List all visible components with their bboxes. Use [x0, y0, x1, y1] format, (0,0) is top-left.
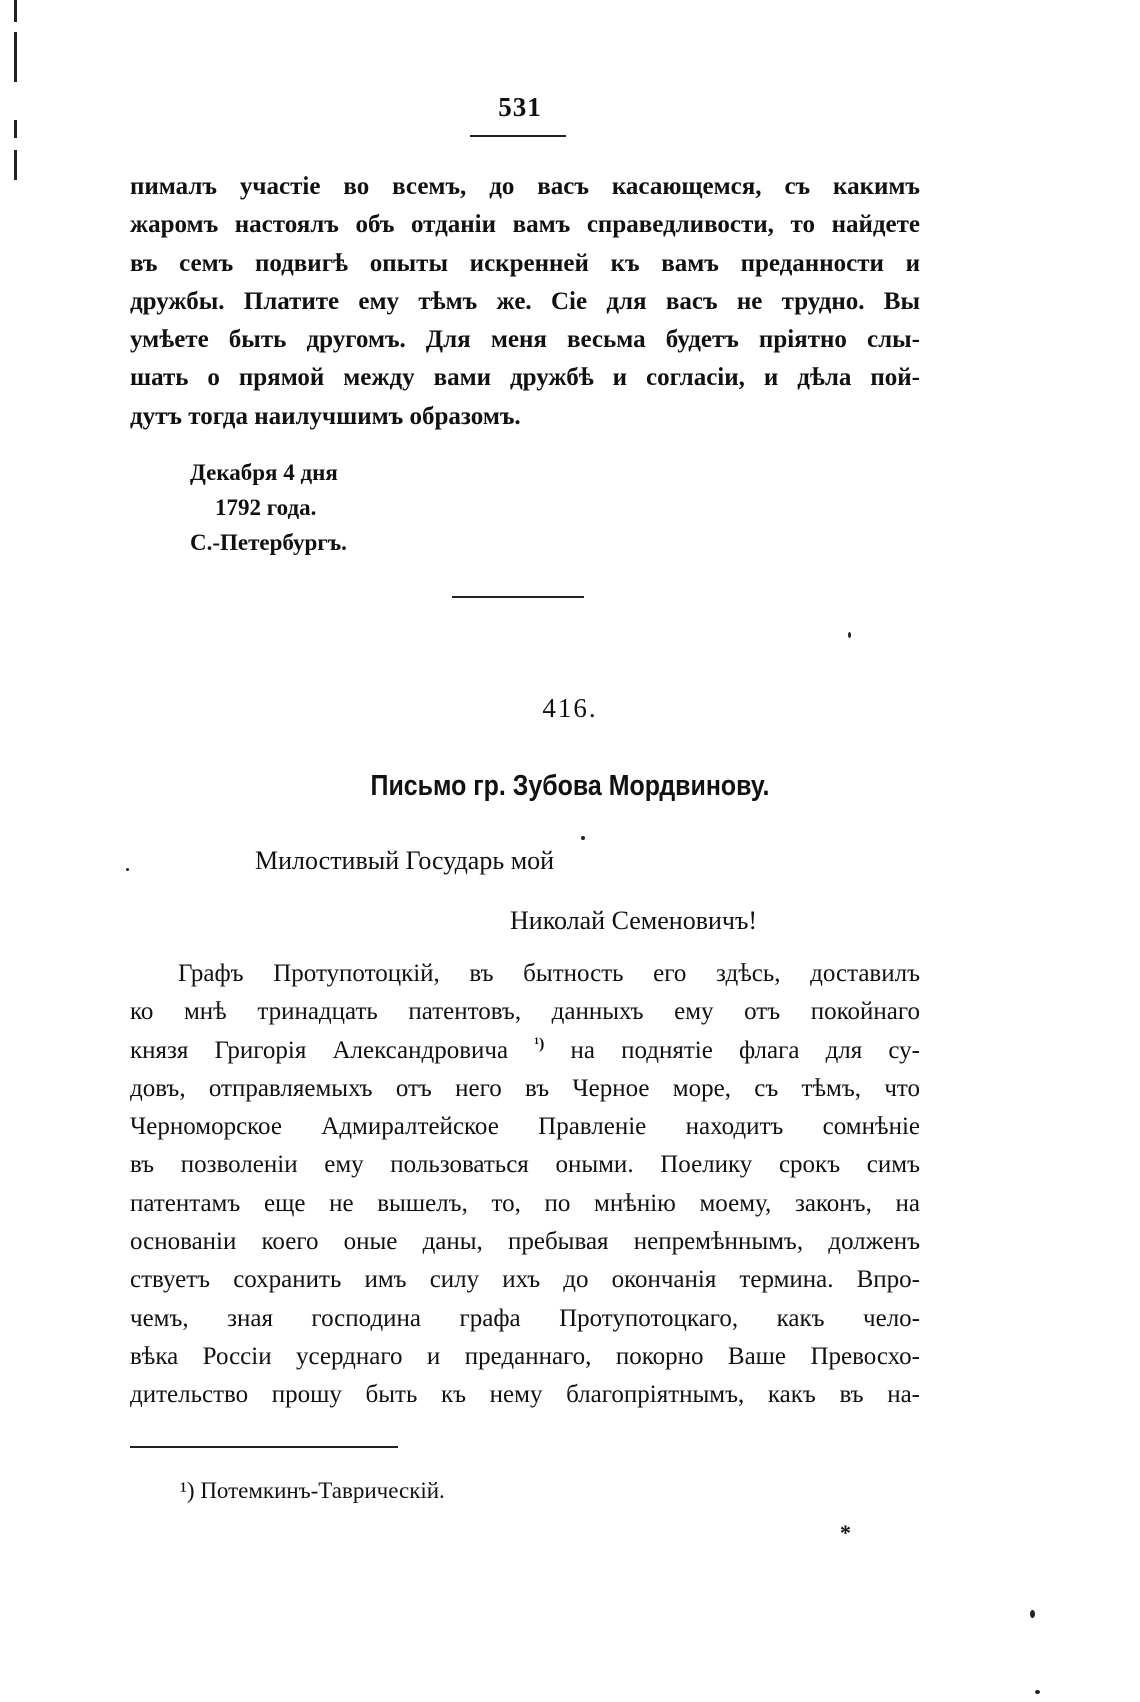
text-fragment: князя Григорія Александровича — [130, 1036, 509, 1064]
ink-speck — [126, 868, 129, 871]
text-line: Черноморское Адмиралтейское Правленіе находитъ сомнѣніе — [130, 1113, 920, 1141]
text-line: Графъ Протупотоцкій, въ бытность его здѣсь, доставилъ — [178, 960, 920, 987]
scan-edge-mark — [14, 32, 17, 82]
text-line: умѣете быть другомъ. Для меня весьма будетъ пріятно слы- — [130, 326, 920, 354]
text-line: патентамъ еще не вышелъ, то, по мнѣнію моему, законъ, на — [130, 1189, 920, 1217]
ink-speck — [1035, 1690, 1040, 1694]
letter-body — [130, 955, 920, 1415]
footnote-text: Потемкинъ-Таврическій. — [200, 1478, 445, 1503]
letter-title: Письмо гр. Зубова Мордвинову. — [370, 770, 770, 802]
text-line: довъ, отправляемыхъ отъ него въ Черное море, съ тѣмъ, что — [130, 1074, 920, 1102]
text-line: чемъ, зная господина графа Протупотоцкаго, какъ чело- — [130, 1304, 920, 1332]
footnote-marker: ¹) — [534, 1035, 545, 1053]
section-separator — [452, 596, 584, 598]
text-line: дружбы. Платите ему тѣмъ же. Сіе для васъ не трудно. Вы — [130, 287, 920, 315]
text-line-with-footnote — [130, 1032, 920, 1070]
stray-asterisk: * — [840, 1520, 851, 1545]
ink-speck — [848, 632, 851, 638]
text-line: вѣка Россіи усерднаго и преданнаго, покорно Ваше Превосхо- — [130, 1342, 920, 1370]
ink-speck — [1030, 1610, 1035, 1618]
ink-speck — [581, 836, 585, 840]
text-line: въ семъ подвигѣ опыты искренней къ вамъ преданности и — [130, 249, 920, 277]
scan-edge-mark — [14, 120, 17, 138]
dateline-day: Декабря 4 дня — [190, 460, 338, 485]
letter-number: 416. — [542, 693, 598, 723]
text-fragment: на поднятіе флага для су- — [570, 1036, 921, 1064]
dateline-place: С.-Петербургъ. — [190, 530, 347, 555]
text-line: дутъ тогда наилучшимъ образомъ. — [130, 402, 521, 430]
dateline-year: 1792 года. — [215, 495, 317, 520]
footnote-rule — [130, 1446, 398, 1448]
scan-edge-mark — [14, 150, 17, 180]
dateline — [190, 455, 347, 560]
footnote-marker: ¹) — [180, 1478, 195, 1503]
text-line: пималъ участіе во всемъ, до васъ касающемся, съ какимъ — [130, 173, 920, 200]
text-line: ствуетъ сохранить имъ силу ихъ до окончанія термина. Впро- — [130, 1266, 920, 1294]
text-line: дительство прошу быть къ нему благопріятнымъ, какъ въ на- — [130, 1381, 920, 1409]
text-line: основаніи коего оные даны, пребывая непремѣннымъ, долженъ — [130, 1228, 920, 1256]
scan-edge-mark — [14, 0, 17, 22]
salutation-line-1: Милостивый Государь мой — [255, 846, 555, 875]
text-line: жаромъ настоялъ объ отданіи вамъ справедливости, то найдете — [130, 211, 920, 239]
salutation-line-2: Николай Семеновичъ! — [510, 906, 758, 935]
page-number-rule — [470, 135, 566, 137]
footnote — [180, 1478, 445, 1504]
text-line: шать о прямой между вами дружбѣ и согласіи, и дѣла пой- — [130, 364, 920, 392]
text-line: въ позволеніи ему пользоваться оными. Поелику срокъ симъ — [130, 1151, 920, 1179]
page-number: 531 — [498, 92, 542, 122]
continuation-paragraph — [130, 168, 920, 436]
text-line: ко мнѣ тринадцать патентовъ, данныхъ ему отъ покойнаго — [130, 998, 920, 1026]
